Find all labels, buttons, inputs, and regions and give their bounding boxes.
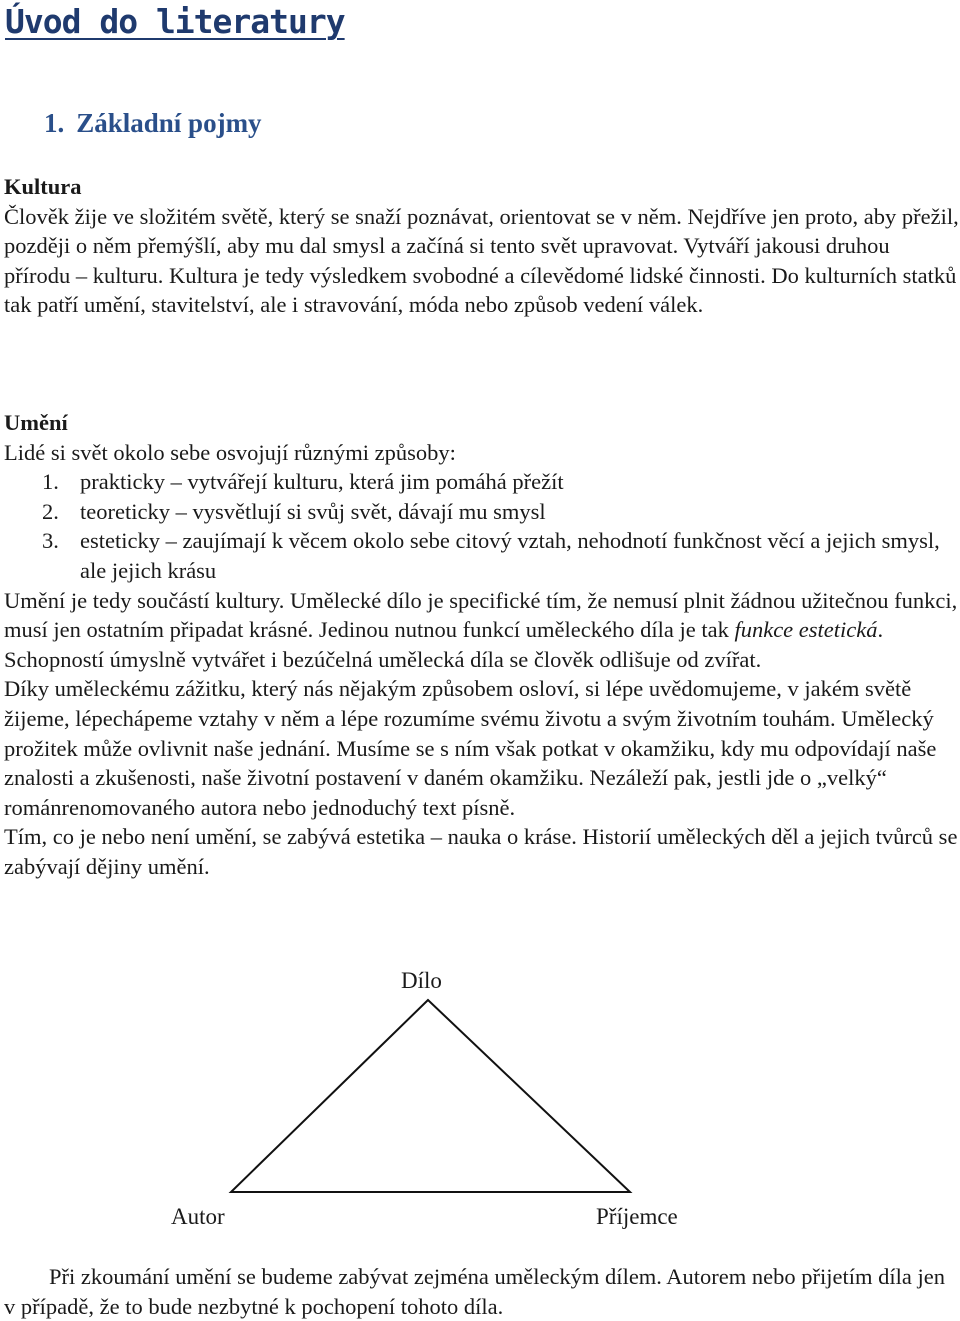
umeni-paragraph-3: Tím, co je nebo není umění, se zabývá estetika – nauka o kráse. Historií uměleckých děl a jejich tvůrců se zabývají dějiny umění. [4, 824, 958, 879]
list-item-text: esteticky – zaujímají k věcem okolo sebe citový vztah, nehodnotí funkčnost věcí a jejich smysl, ale jejich krásu [80, 528, 940, 583]
list-item [4, 467, 960, 497]
umeni-intro: Lidé si svět okolo sebe osvojují různými způsoby: [4, 439, 456, 465]
section-number: 1. [44, 108, 65, 138]
triangle-diagram [0, 960, 960, 1240]
umeni-paragraph-1 [4, 586, 960, 675]
list-item [4, 497, 960, 527]
list-item-number: 2. [42, 498, 59, 524]
kultura-section [4, 172, 960, 320]
page-title: Úvod do literatury [5, 2, 345, 41]
paragraph-1-italic: funkce estetická [734, 617, 878, 643]
list-item-text: teoreticky – vysvětlují si svůj svět, dávají mu smysl [80, 498, 546, 524]
umeni-paragraph-2: Díky uměleckému zážitku, který nás nějakým způsobem osloví, si lépe uvědomujeme, v jakém světě žijeme, lépechápeme vztahy v něm a lépe rozumíme svému životu a svým životním touhám. Umělecký prožitek může ovlivnit naše jednání. Musíme se s ním však potkat v okamžiku, kdy mu odpovídají naše znalosti a zkušenosti, naše životní postavení v daném okamžiku. Nezáleží pak, jestli jde o „velký“ románrenomovaného autora nebo jednoduchý text písně. [4, 676, 937, 820]
paragraph-1-start: Umění je tedy součástí kultury. Umělecké dílo je specifické tím, že nemusí plnit žádnou užitečnou funkci, musí jen ostatním připadat krásné. Jedinou nutnou funkcí uměleckého díla je tak [4, 587, 958, 643]
kultura-heading: Kultura [4, 174, 82, 199]
umeni-heading: Umění [4, 410, 68, 435]
kultura-paragraph: Člověk žije ve složitém světě, který se snaží poznávat, orientovat se v něm. Nejdříve jen proto, aby přežil, později o něm přemýšlí, aby mu dal smysl a začíná si tento svět upravovat. Vytváří jakousi druhou přírodu – kulturu. Kultura je tedy výsledkem svobodné a cílevědomé lidské činnosti. Do kulturních statků tak patří umění, stavitelství, ale i stravování, móda nebo způsob vedení válek. [4, 203, 959, 318]
diagram-label-top: Dílo [401, 968, 442, 993]
section-label: Základní pojmy [76, 108, 262, 138]
ways-list [4, 467, 960, 585]
paragraph-1-end: . Schopností úmyslně vytvářet i bezúčelná umělecká díla se člověk odlišuje od zvířat. [4, 617, 884, 672]
diagram-label-right: Příjemce [596, 1204, 678, 1229]
triangle-svg [0, 960, 960, 1240]
triangle-shape [231, 1000, 630, 1192]
umeni-section [4, 408, 960, 882]
footer-paragraph: Při zkoumání umění se budeme zabývat zejména uměleckým dílem. Autorem nebo přijetím díla jen v případě, že to bude nezbytné k pochopení tohoto díla. [4, 1264, 945, 1319]
diagram-label-left: Autor [171, 1204, 225, 1229]
list-item-text: prakticky – vytvářejí kulturu, která jim pomáhá přežít [80, 469, 564, 495]
list-item-number: 1. [42, 469, 59, 495]
section-title [44, 108, 262, 139]
list-item [4, 526, 960, 585]
list-item-number: 3. [42, 528, 59, 554]
